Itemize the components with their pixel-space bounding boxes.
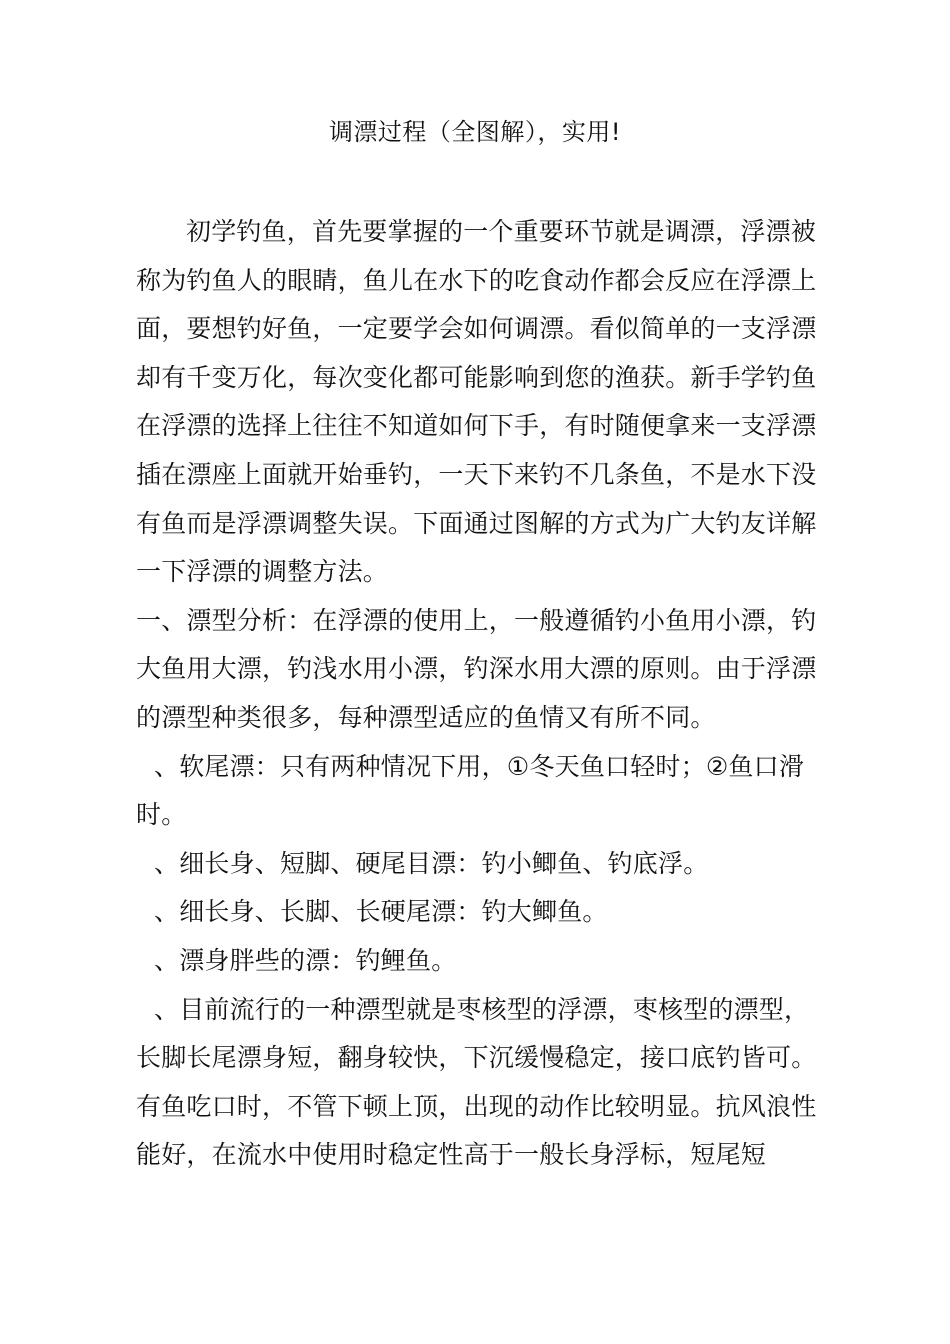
slender-short-foot-float-item: 、细长身、短脚、硬尾目漂：钓小鲫鱼、钓底浮。	[154, 848, 709, 878]
soft-tail-float-item: 、软尾漂：只有两种情况下用，①冬天鱼口轻时；②鱼口滑时。	[136, 751, 805, 830]
slender-long-foot-float-item: 、细长身、长脚、长硬尾漂：钓大鲫鱼。	[154, 897, 608, 927]
float-type-analysis-paragraph: 一、漂型分析：在浮漂的使用上，一般遵循钓小鱼用小漂，钓大鱼用大漂，钓浅水用小漂，钓深水用大漂的原则。由于浮漂的漂型种类很多，每种漂型适应的鱼情又有所不同。	[136, 605, 817, 732]
document-body	[136, 208, 828, 1180]
jujube-core-float-item: 、目前流行的一种漂型就是枣核型的浮漂，枣核型的漂型，长脚长尾漂身短，翻身较快，下沉缓慢稳定，接口底钓皆可。有鱼吃口时，不管下顿上顶，出现的动作比较明显。抗风浪性能好，在流水中使用时稳定性高于一般长身浮标，短尾短	[136, 994, 817, 1170]
document-title: 调漂过程（全图解），实用!	[328, 118, 622, 146]
intro-paragraph: 初学钓鱼，首先要掌握的一个重要环节就是调漂，浮漂被称为钓鱼人的眼睛，鱼儿在水下的吃食动作都会反应在浮漂上面，要想钓好鱼，一定要学会如何调漂。看似简单的一支浮漂却有千变万化，每次变化都可能影响到您的渔获。新手学钓鱼在浮漂的选择上往往不知道如何下手，有时随便拿来一支浮漂插在漂座上面就开始垂钓，一天下来钓不几条鱼，不是水下没有鱼而是浮漂调整失误。下面通过图解的方式为广大钓友详解一下浮漂的调整方法。	[136, 217, 817, 587]
plump-float-item: 、漂身胖些的漂：钓鲤鱼。	[154, 945, 457, 975]
